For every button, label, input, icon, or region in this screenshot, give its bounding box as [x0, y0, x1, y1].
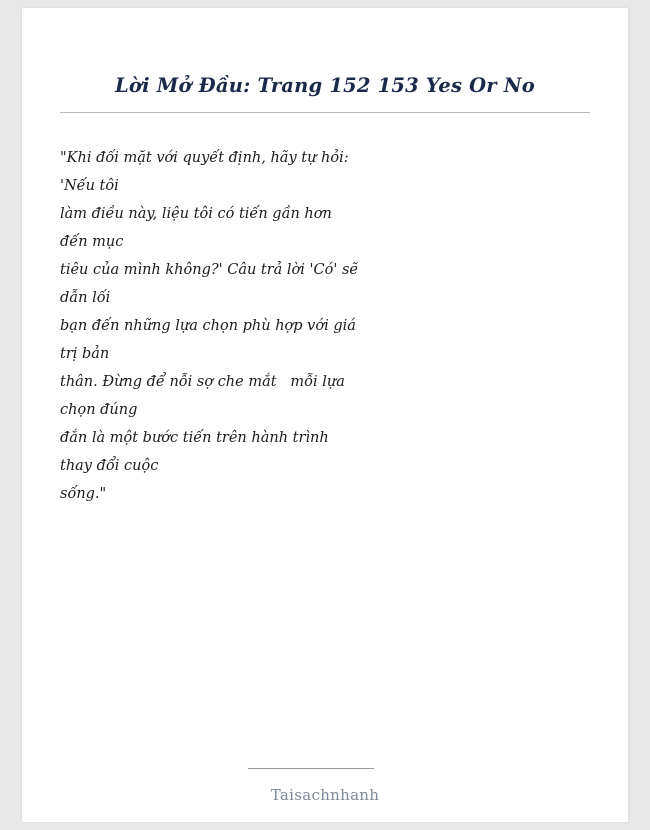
title-divider: [60, 112, 590, 113]
page-title: Lời Mở Đầu: Trang 152 153 Yes Or No: [114, 74, 535, 97]
footer-attribution: Taisachnhanh: [270, 786, 380, 804]
document-page: [22, 8, 628, 822]
body-line: bạn đến những lựa chọn phù hợp với giá trị bản: [60, 318, 361, 362]
body-line: sống.": [60, 486, 107, 502]
body-line: tiêu của mình không?' Câu trả lời 'Có' sẽ dẫn lối: [60, 262, 363, 306]
body-line: đắn là một bước tiến trên hành trình thay đổi cuộc: [60, 430, 334, 474]
body-line: thân. Đừng để nỗi sợ che mắt mỗi lựa chọn đúng: [60, 374, 350, 418]
document-body: [60, 144, 363, 508]
body-line: "Khi đối mặt với quyết định, hãy tự hỏi: 'Nếu tôi: [60, 150, 354, 194]
body-line: làm điều này, liệu tôi có tiến gần hơn đến mục: [60, 206, 337, 250]
footer-divider: [248, 768, 374, 769]
